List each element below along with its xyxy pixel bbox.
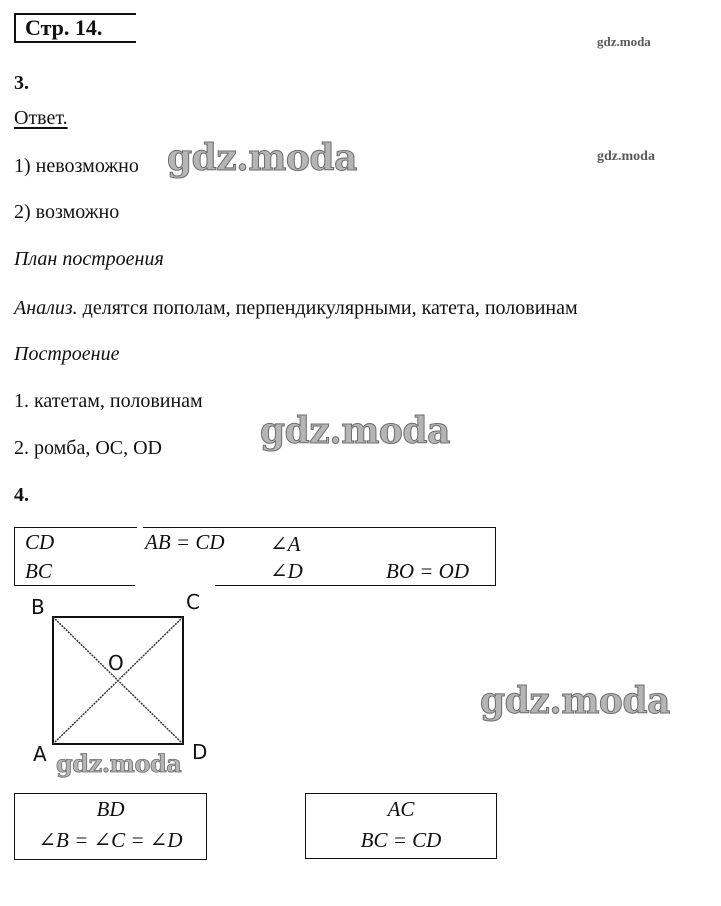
watermark-small-top: gdz.moda <box>597 34 651 49</box>
box-right-line-2: BC = CD <box>360 828 442 852</box>
page-label: Стр. 14. <box>25 15 103 40</box>
vertex-label-d: D <box>192 740 208 764</box>
analysis-text: делятся пополам, перпендикулярными, катета, половинам <box>77 297 578 319</box>
watermark-2: gdz.moda <box>260 410 450 452</box>
watermark-small-right: gdz.moda <box>597 149 655 164</box>
analysis-label: Анализ. <box>14 297 78 319</box>
task4-number: 4. <box>14 484 29 506</box>
given-angle-a: ∠A <box>270 532 301 556</box>
vertex-label-a: A <box>33 742 47 766</box>
answer-box-left <box>14 793 207 860</box>
box-left-line-1: BD <box>96 797 125 821</box>
plan-title: План построения <box>14 248 164 270</box>
center-label-o: O <box>108 651 124 675</box>
construction-step-1: 1. катетам, половинам <box>14 390 203 412</box>
watermark-1: gdz.moda <box>167 137 357 179</box>
given-ab-eq-cd: AB = CD <box>145 530 225 554</box>
answer-item-2: 2) возможно <box>14 201 120 223</box>
box-left-line-2: ∠B = ∠C = ∠D <box>38 828 183 852</box>
vertex-label-c: C <box>186 590 200 614</box>
answer-label: Ответ. <box>14 107 68 129</box>
construction-step-2: 2. ромба, OC, OD <box>14 437 162 459</box>
given-cd: CD <box>25 530 55 554</box>
given-angle-d: ∠D <box>270 559 303 583</box>
given-bo-eq-od: BO = OD <box>386 559 469 583</box>
watermark-4: gdz.moda <box>480 680 670 722</box>
given-bc: BC <box>25 559 52 583</box>
task3-number: 3. <box>14 72 29 94</box>
answer-item-1: 1) невозможно <box>14 155 139 177</box>
construction-title: Построение <box>14 343 120 365</box>
vertex-label-b: B <box>31 595 45 619</box>
box-right-line-1: AC <box>387 797 415 821</box>
watermark-3: gdz.moda <box>56 749 182 778</box>
answer-box-right <box>305 793 497 859</box>
